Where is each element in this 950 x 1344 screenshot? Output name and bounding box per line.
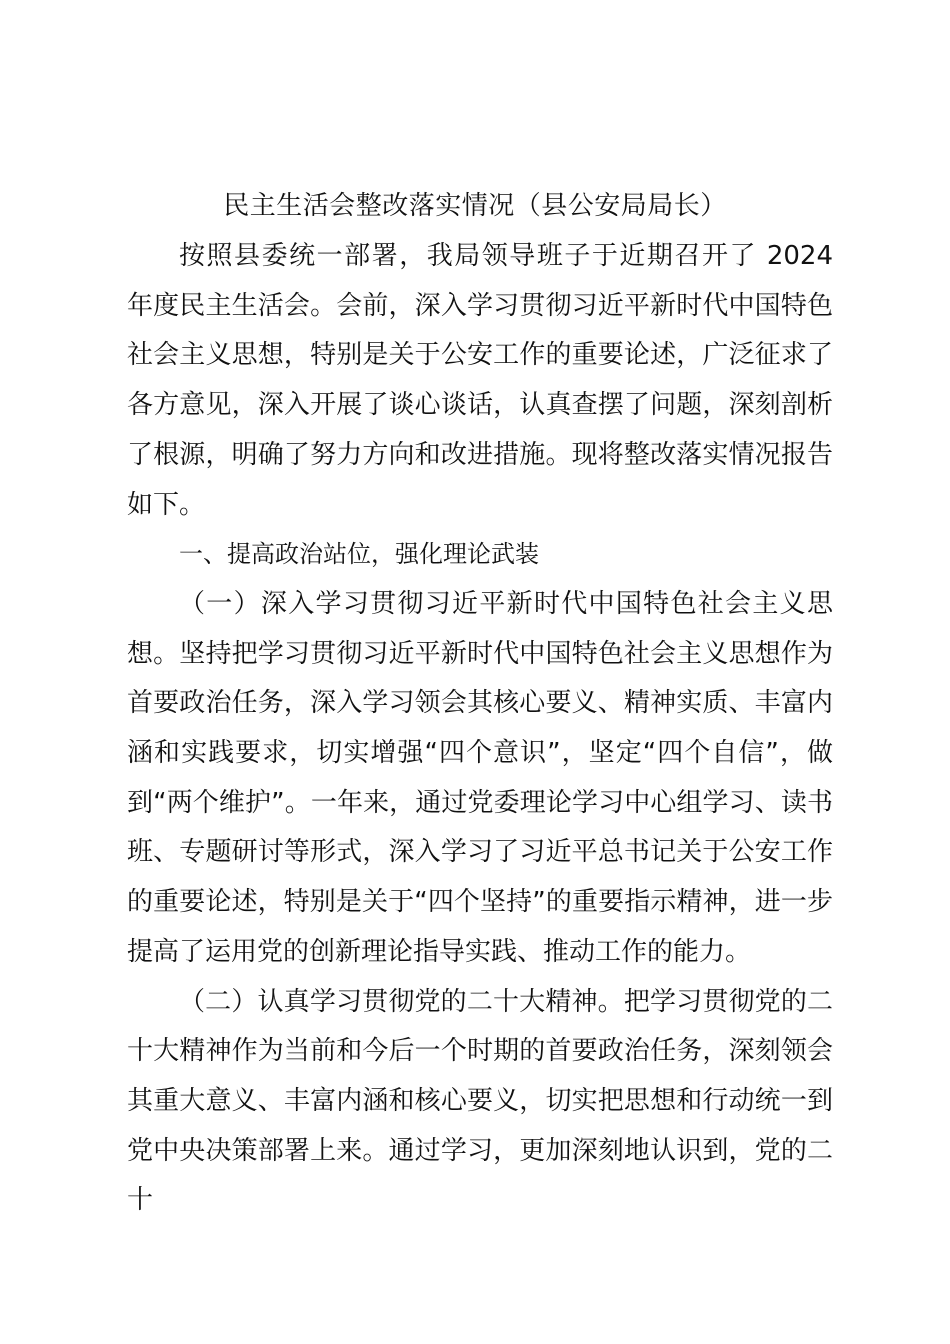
document-title: 民主生活会整改落实情况（县公安局局长） — [223, 191, 727, 221]
intro-paragraph: 按照县委统一部署，我局领导班子于近期召开了 2024 年度民主生活会。会前，深入学习贯彻习近平新时代中国特色社会主义思想，特别是关于公安工作的重要论述，广泛征求了各方意见，深入开展了谈心谈话，认真查摆了问题，深刻剖析了根源，明确了努力方向和改进措施。现将整改落实情况报告如下。 — [127, 241, 833, 520]
document-body — [127, 232, 833, 1226]
section-heading: 一、提高政治站位，强化理论武装 — [179, 540, 539, 569]
subsection-paragraph-2: （二）认真学习贯彻党的二十大精神。把学习贯彻党的二十大精神作为当前和今后一个时期的首要政治任务，深刻领会其重大意义、丰富内涵和核心要义，切实把思想和行动统一到党中央决策部署上来。通过学习，更加深刻地认识到，党的二十 — [127, 986, 833, 1216]
subsection-paragraph-1: （一）深入学习贯彻习近平新时代中国特色社会主义思想。坚持把学习贯彻习近平新时代中国特色社会主义思想作为首要政治任务，深入学习领会其核心要义、精神实质、丰富内涵和实践要求，切实增强“四个意识”，坚定“四个自信”，做到“两个维护”。一年来，通过党委理论学习中心组学习、读书班、专题研讨等形式，深入学习了习近平总书记关于公安工作的重要论述，特别是关于“四个坚持”的重要指示精神，进一步提高了运用党的创新理论指导实践、推动工作的能力。 — [127, 588, 833, 967]
